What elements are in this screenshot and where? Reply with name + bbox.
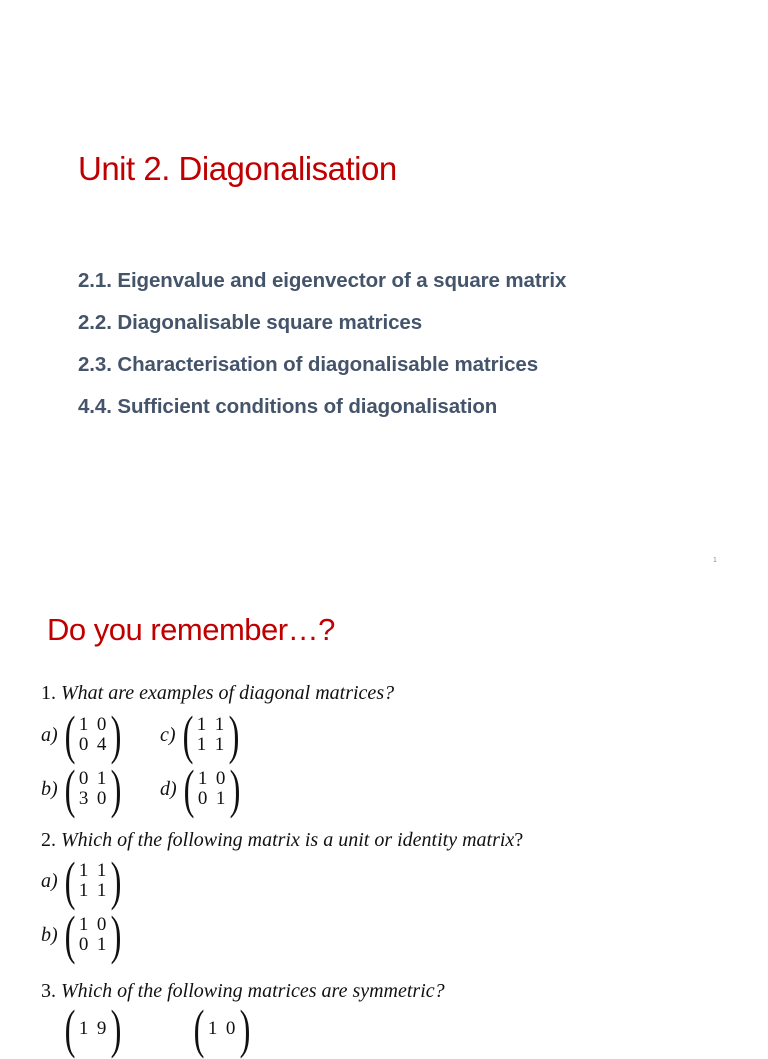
matrix-cell: 1 <box>214 714 225 735</box>
slide2-title: Do you remember…? <box>47 612 335 647</box>
option-label: b) <box>41 923 58 946</box>
slide-title: Unit 2. Diagonalisation <box>78 150 397 187</box>
matrix-cell: 1 <box>96 880 107 901</box>
option-2b <box>41 905 125 965</box>
option-1d <box>160 759 244 819</box>
table-of-contents <box>78 266 566 434</box>
matrix-cell: 0 <box>96 914 107 935</box>
matrix-cell: 3 <box>78 788 89 809</box>
matrix-cell: 1 <box>78 860 89 881</box>
question-text: Which of the following matrix is a unit or identity matrix <box>61 829 515 851</box>
matrix-cell: 4 <box>96 734 107 755</box>
matrix-cell: 1 <box>78 880 89 901</box>
matrix-cell: 9 <box>96 1018 107 1039</box>
matrix-cell: 1 <box>197 768 208 789</box>
toc-item: 2.2. Diagonalisable square matrices <box>78 311 423 334</box>
option-label: c) <box>160 723 176 746</box>
matrix-cell: 1 <box>78 914 89 935</box>
matrix-cell: 1 <box>78 714 89 735</box>
toc-item: 2.1. Eigenvalue and eigenvector of a square matrix <box>78 269 567 292</box>
matrix-cell: 1 <box>214 734 225 755</box>
option-2a <box>41 851 125 911</box>
matrix: ( 1 1 1 1 ) <box>64 851 122 911</box>
matrix-cell: 0 <box>197 788 208 809</box>
matrix-cell: 1 <box>78 1018 89 1039</box>
question-number: 1. <box>41 682 56 704</box>
matrix-cell: 1 <box>196 714 207 735</box>
option-3b <box>170 999 254 1059</box>
matrix: ( 0 1 3 0 ) <box>64 759 122 819</box>
question-text: Which of the following matrices are symmetric? <box>61 980 445 1002</box>
matrix-cell: 0 <box>78 934 89 955</box>
option-1a <box>41 705 125 765</box>
matrix-cell: 1 <box>215 788 226 809</box>
matrix-cell: 1 <box>96 860 107 881</box>
matrix-cell: 0 <box>96 788 107 809</box>
option-3a <box>41 999 125 1059</box>
option-label: d) <box>160 777 177 800</box>
question-number: 2. <box>41 829 56 851</box>
matrix-cell: 1 <box>196 734 207 755</box>
option-label: a) <box>41 723 58 746</box>
question-text: What are examples of diagonal matrices? <box>61 682 395 704</box>
question-2 <box>41 829 523 852</box>
toc-item: 4.4. Sufficient conditions of diagonalisation <box>78 395 498 418</box>
matrix: ( 1 0 0 1 ) <box>183 759 241 819</box>
option-1c <box>160 705 243 765</box>
option-label: a) <box>41 869 58 892</box>
question-1 <box>41 682 394 705</box>
matrix-cell: 0 <box>78 734 89 755</box>
matrix-cell: 0 <box>78 768 89 789</box>
matrix: ( 1 9 ) <box>64 999 122 1059</box>
slide-number: 1 <box>713 557 717 564</box>
matrix: ( 1 1 1 1 ) <box>182 705 239 765</box>
matrix: ( 1 0 ) <box>193 999 251 1059</box>
matrix: ( 1 0 0 1 ) <box>64 905 122 965</box>
matrix: ( 1 0 0 4 ) <box>64 705 122 765</box>
matrix-cell: 1 <box>96 768 107 789</box>
matrix-cell: 0 <box>215 768 226 789</box>
matrix-cell: 0 <box>96 714 107 735</box>
question-number: 3. <box>41 980 56 1002</box>
option-1b <box>41 759 125 819</box>
matrix-cell: 1 <box>207 1018 218 1039</box>
option-label: b) <box>41 777 58 800</box>
toc-item: 2.3. Characterisation of diagonalisable matrices <box>78 353 539 376</box>
matrix-cell: 1 <box>96 934 107 955</box>
matrix-cell: 0 <box>225 1018 236 1039</box>
question-mark: ? <box>514 829 524 851</box>
